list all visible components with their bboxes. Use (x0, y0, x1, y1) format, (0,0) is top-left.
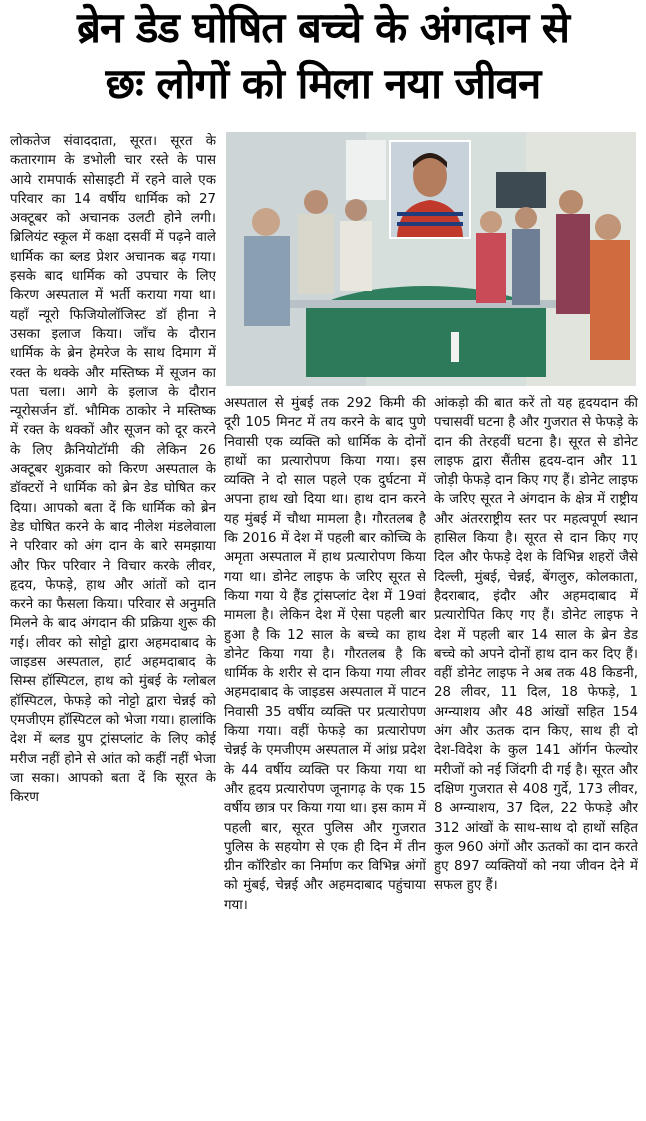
article-column-3: आंकड़ो की बात करें तो यह हृदयदान की पचासवीं घटना है और गुजरात से फेफड़े के दान की तेरहवीं घटना है। सूरत से डोनेट लाइफ द्वारा सैंतीस हृदय-दान और 11 जोड़ी फेफड़े दान किए गए हैं। डोनेट लाइफ के जरिए सूरत ने अंगदान के क्षेत्र में राष्ट्रीय और अंतरराष्ट्रीय स्तर पर महत्वपूर्ण स्थान हासिल किया है। सूरत से दान किए गए दिल और फेफड़े देश के विभिन्न शहरों जैसे दिल्ली, मुंबई, चेन्नई, बेंगलुरु, कोलकाता, हैदराबाद, इंदौर और अहमदाबाद में प्रत्यारोपित किए गए हैं। डोनेट लाइफ ने देश में पहली बार 14 साल के ब्रेन डेड बच्चे को अपने दोनों हाथ दान कर दिए हैं। वहीं डोनेट लाइफ ने अब तक 48 किडनी, 28 लीवर, 11 दिल, 18 फेफड़े, 1 अग्न्याशय और 48 आंखों सहित 154 अंग और ऊतक दान किए, साथ ही दो देश-विदेश के कुल 141 ऑर्गन फेल्योर मरीजों को नई जिंदगी दी गई है। सूरत और दक्षिण गुजरात से 408 गुर्दे, 173 लीवर, 8 अग्न्याशय, 37 दिल, 22 फेफड़े और 312 आंखों के साथ-साथ दो हाथों सहित कुल 960 अंगों और ऊतकों का दान करते हुए 897 व्यक्तियों को नया जीवन देने में सफल हुए हैं। (434, 396, 638, 894)
boy-portrait-inset (389, 140, 471, 239)
headline-line-1: ब्रेन डेड घोषित बच्चे के अंगदान से (76, 3, 570, 52)
headline (0, 0, 646, 128)
article-column-2: अस्पताल से मुंबई तक 292 किमी की दूरी 105 मिनट में तय करने के बाद पुणे निवासी एक व्यक्ति को धार्मिक के दोनों हाथों का प्रत्यारोपण किया गया। इस व्यक्ति ने दो साल पहले एक दुर्घटना में अपना हाथ खो दिया था। हाथ दान करने यह मुंबई में चौथा मामला है। गौरतलब है कि 2016 में देश में पहली बार कोच्चि के अमृता अस्पताल में हाथ प्रत्यारोपण किया गया था। डोनेट लाइफ के जरिए सूरत से किया गया ये हैंड ट्रांसप्लांट देश में 19वां मामला है। लेकिन देश में ऐसा पहली बार हुआ है कि 12 साल के बच्चे का हाथ डोनेट किया गया है। गौरतलब है कि धार्मिक के शरीर से दान किया गया लीवर अहमदाबाद के जाइडस अस्पताल में पाटन निवासी 35 वर्षीय व्यक्ति पर प्रत्यारोपण किया गया। वहीं फेफड़े का प्रत्यारोपण चेन्नई के एमजीएम अस्पताल में आंध्र प्रदेश के 44 वर्षीय व्यक्ति पर किया गया था और हृदय प्रत्यारोपण जूनागढ़ के एक 15 वर्षीय छात्र पर किया गया था। इस काम में पहली बार, सूरत पुलिस और गुजरात पुलिस के सहयोग से एक ही दिन में तीन ग्रीन कॉरिडोर का निर्माण कर विभिन्न अंगों को मुंबई, चेन्नई और अहमदाबाद पहुंचाया गया। (224, 396, 426, 913)
headline-line-2: छः लोगों को मिला नया जीवन (105, 59, 541, 108)
hospital-scene-photo (226, 132, 636, 386)
article-column-1: लोकतेज संवाददाता, सूरत। सूरत के कतारगाम के डभोली चार रस्ते के पास आये रामपार्क सोसाइटी में रहने वाले एक परिवार का 14 वर्षीय धार्मिक को 27 अक्टूबर को अचानक उलटी होने लगी। ब्रिलियंट स्कूल में कक्षा दसवीं में पढ़ने वाले धार्मिक का ब्लड प्रेशर अचानक बढ़ गया। इसके बाद धार्मिक को उपचार के लिए किरण अस्पताल में भर्ती कराया गया था। यहाँ न्यूरो फिजियोलॉजिस्ट डॉ हीना ने उसका इलाज किया। जाँच के दौरान धार्मिक के ब्रेन हेमरेज के साथ दिमाग में रक्त के थक्के और मस्तिष्क में सूजन का पता चला। आगे के इलाज के दौरान न्यूरोसर्जन डॉ. भौमिक ठाकोर ने मस्तिष्क में रक्त के थक्कों और सूजन को दूर करने के लिए क्रैनियोटॉमी की लेकिन 26 अक्टूबर शुक्रवार को किरण अस्पताल के डॉक्टरों ने धार्मिक को ब्रेन डेड घोषित कर दिया। आपको बता दें कि धार्मिक को ब्रेन डेड घोषित करने के बाद नीलेश मंडलेवाला ने परिवार को अंग दान के बारे समझाया और फिर परिवार ने विचार करके लीवर, हृदय, फेफड़े, हाथ और आंतों को दान करने का फैसला किया। परिवार से अनुमति मिलने के बाद अंगदान की प्रक्रिया शुरू की गई। लीवर को सोट्टो द्वारा अहमदाबाद के जाइडस अस्पताल, हार्ट अहमदाबाद के सिम्स हॉस्पिटल, हाथ को मुंबई के ग्लोबल हॉस्पिटल, फेफड़े को नोट्टो द्वारा चेन्नई को एमजीएम हॉस्पिटल को भेजा गया। हालांकि देश में ब्लड ग्रुप ट्रांसप्लांट के लिए कोई मरीज नहीं होने से आंत को कहीं नहीं भेजा जा सका। आपको बता दें कि सूरत के किरण (10, 134, 216, 806)
boy-portrait-icon (391, 142, 469, 237)
